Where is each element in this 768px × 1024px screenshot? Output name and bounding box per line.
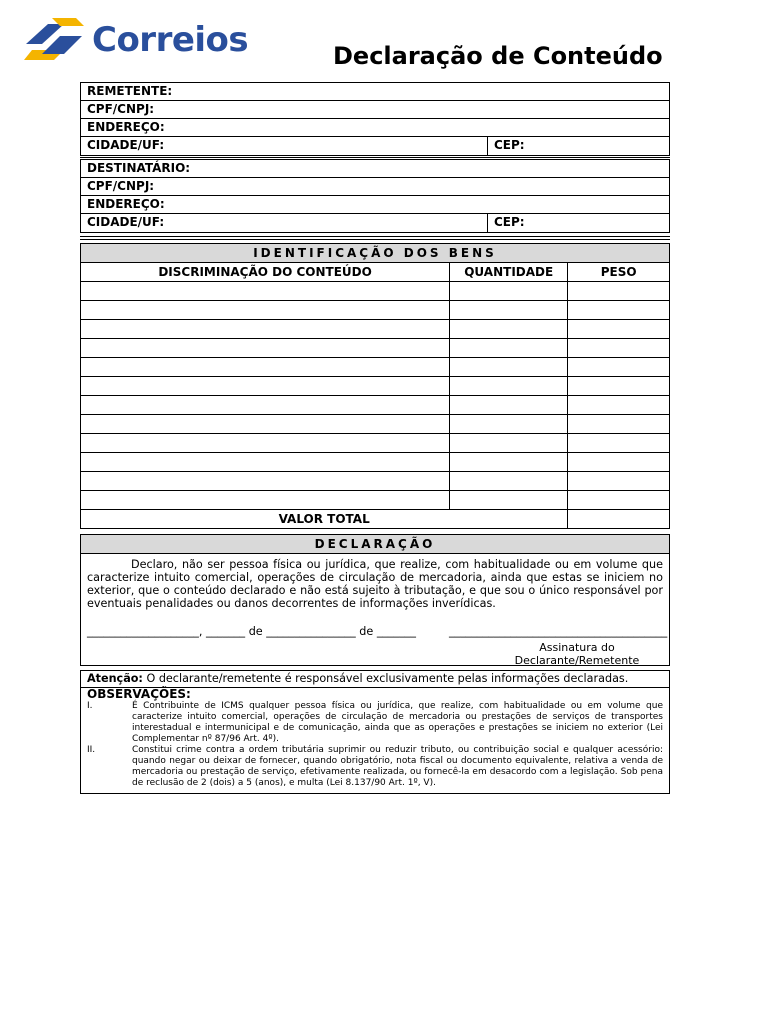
bens-table-header (81, 263, 669, 282)
atencao-label: Atenção: (87, 672, 143, 685)
remetente-cpf-row (81, 101, 669, 119)
remetente-cidade-row (81, 137, 669, 155)
table-row (81, 396, 669, 415)
cell-peso[interactable] (568, 320, 669, 339)
cell-discriminacao[interactable] (81, 301, 450, 320)
col-discriminacao: DISCRIMINAÇÃO DO CONTEÚDO (81, 263, 450, 282)
cell-discriminacao[interactable] (81, 453, 450, 472)
declaracao-section (80, 534, 670, 666)
remetente-cidade-label: CIDADE/UF: (87, 138, 165, 152)
cell-discriminacao[interactable] (81, 396, 450, 415)
cell-peso[interactable] (568, 415, 669, 434)
observacoes-section (80, 688, 670, 794)
cell-quantidade[interactable] (450, 472, 568, 491)
observacao-text: É Contribuinte de ICMS qualquer pessoa física ou jurídica, que realize, com habitualidade ou em volume que caracterize intuito comercial, operações de circulação de mercadoria ou prestações de serviços de transportes interestadual e intermunicipal e de comunicação, ainda que as operações e prestações se iniciem no exterior (Lei Complementar nº 87/96 Art. 4º). (132, 701, 663, 744)
destinatario-cpf-label: CPF/CNPJ: (87, 179, 155, 193)
divider (80, 239, 670, 240)
cell-peso[interactable] (568, 301, 669, 320)
destinatario-row (81, 160, 669, 178)
cell-peso[interactable] (568, 434, 669, 453)
cell-quantidade[interactable] (450, 434, 568, 453)
destinatario-label: DESTINATÁRIO: (87, 161, 191, 175)
bens-band-title: IDENTIFICAÇÃO DOS BENS (81, 244, 669, 263)
table-row (81, 434, 669, 453)
observacoes-title: OBSERVAÇÕES: (87, 687, 191, 701)
table-row (81, 472, 669, 491)
cell-quantidade[interactable] (450, 358, 568, 377)
cell-peso[interactable] (568, 358, 669, 377)
divider (80, 157, 670, 158)
destinatario-cpf-row (81, 178, 669, 196)
observacao-item (81, 745, 669, 789)
observacao-item (81, 701, 669, 745)
table-row (81, 453, 669, 472)
destinatario-section (80, 159, 670, 233)
valor-total-row (81, 510, 669, 529)
cell-discriminacao[interactable] (81, 320, 450, 339)
correios-logo (24, 14, 264, 64)
table-row (81, 282, 669, 301)
cell-discriminacao[interactable] (81, 282, 450, 301)
cell-discriminacao[interactable] (81, 339, 450, 358)
table-row (81, 301, 669, 320)
observacao-number: II. (87, 745, 96, 755)
cell-peso[interactable] (568, 472, 669, 491)
signature-caption (497, 641, 657, 667)
bens-table (81, 263, 669, 528)
cell-quantidade[interactable] (450, 301, 568, 320)
cell-peso[interactable] (568, 396, 669, 415)
cell-quantidade[interactable] (450, 415, 568, 434)
cell-peso[interactable] (568, 377, 669, 396)
destinatario-endereco-row (81, 196, 669, 214)
cell-peso[interactable] (568, 453, 669, 472)
declaracao-text (81, 554, 669, 610)
cell-quantidade[interactable] (450, 453, 568, 472)
cell-quantidade[interactable] (450, 320, 568, 339)
declaracao-band-title: DECLARAÇÃO (81, 535, 669, 554)
valor-total-cell[interactable] (568, 510, 669, 529)
cell-discriminacao[interactable] (81, 491, 450, 510)
valor-total-label: VALOR TOTAL (81, 510, 568, 529)
remetente-label: REMETENTE: (87, 84, 173, 98)
remetente-endereco-label: ENDEREÇO: (87, 120, 165, 134)
brand-name: Correios (92, 20, 249, 60)
col-quantidade: QUANTIDADE (450, 263, 568, 282)
signature-line[interactable]: _______________________________________ (449, 625, 668, 638)
observacao-text: Constitui crime contra a ordem tributária suprimir ou reduzir tributo, ou contribuição social e qualquer acessório: quando negar ou deixar de fornecer, quando obrigatório, nota fiscal ou documento equivalente, relativa a venda de mercadoria ou prestação de serviço, efetivamente realizada, ou fornecê-la em desacordo com a legislação. Sob pena de reclusão de 2 (dois) a 5 (anos), e multa (Lei 8.137/90 Art. 1º, V). (132, 745, 663, 788)
cell-quantidade[interactable] (450, 377, 568, 396)
col-peso: PESO (568, 263, 669, 282)
destinatario-cep-label: CEP: (487, 214, 525, 232)
cell-peso[interactable] (568, 339, 669, 358)
destinatario-cidade-label: CIDADE/UF: (87, 215, 165, 229)
cell-peso[interactable] (568, 282, 669, 301)
correios-logo-icon (24, 14, 88, 62)
remetente-row (81, 83, 669, 101)
cell-discriminacao[interactable] (81, 434, 450, 453)
table-row (81, 320, 669, 339)
remetente-endereco-row (81, 119, 669, 137)
table-row (81, 339, 669, 358)
atencao-section (80, 670, 670, 688)
table-row (81, 415, 669, 434)
divider (80, 236, 670, 237)
document-title: Declaração de Conteúdo (333, 42, 663, 70)
signature-caption-line1: Assinatura do (539, 641, 615, 654)
table-row (81, 377, 669, 396)
cell-peso[interactable] (568, 491, 669, 510)
cell-quantidade[interactable] (450, 491, 568, 510)
destinatario-endereco-label: ENDEREÇO: (87, 197, 165, 211)
remetente-section (80, 82, 670, 156)
declaracao-paragraph: Declaro, não ser pessoa física ou jurídica, que realize, com habitualidade ou em volume que caracterize intuito comercial, operações de circulação de mercadoria, ainda que estas se iniciem no exterior, que o conteúdo declarado e não está sujeito à tributação, e que sou o único responsável por eventuais penalidades ou danos decorrentes de informações inverídicas. (87, 558, 663, 610)
cell-quantidade[interactable] (450, 282, 568, 301)
bens-section (80, 243, 670, 529)
table-row (81, 491, 669, 510)
cell-quantidade[interactable] (450, 396, 568, 415)
atencao-message: O declarante/remetente é responsável exclusivamente pelas informações declaradas. (142, 672, 629, 685)
cell-discriminacao[interactable] (81, 358, 450, 377)
remetente-cep-label: CEP: (487, 137, 525, 155)
table-row (81, 358, 669, 377)
cell-discriminacao[interactable] (81, 377, 450, 396)
date-line[interactable]: ____________________, _______ de ________________ de _______ (87, 625, 416, 638)
destinatario-cidade-row (81, 214, 669, 232)
cell-discriminacao[interactable] (81, 472, 450, 491)
cell-quantidade[interactable] (450, 339, 568, 358)
signature-caption-line2: Declarante/Remetente (514, 654, 640, 667)
cell-discriminacao[interactable] (81, 415, 450, 434)
observacao-number: I. (87, 701, 93, 711)
atencao-text (81, 671, 669, 687)
remetente-cpf-label: CPF/CNPJ: (87, 102, 155, 116)
